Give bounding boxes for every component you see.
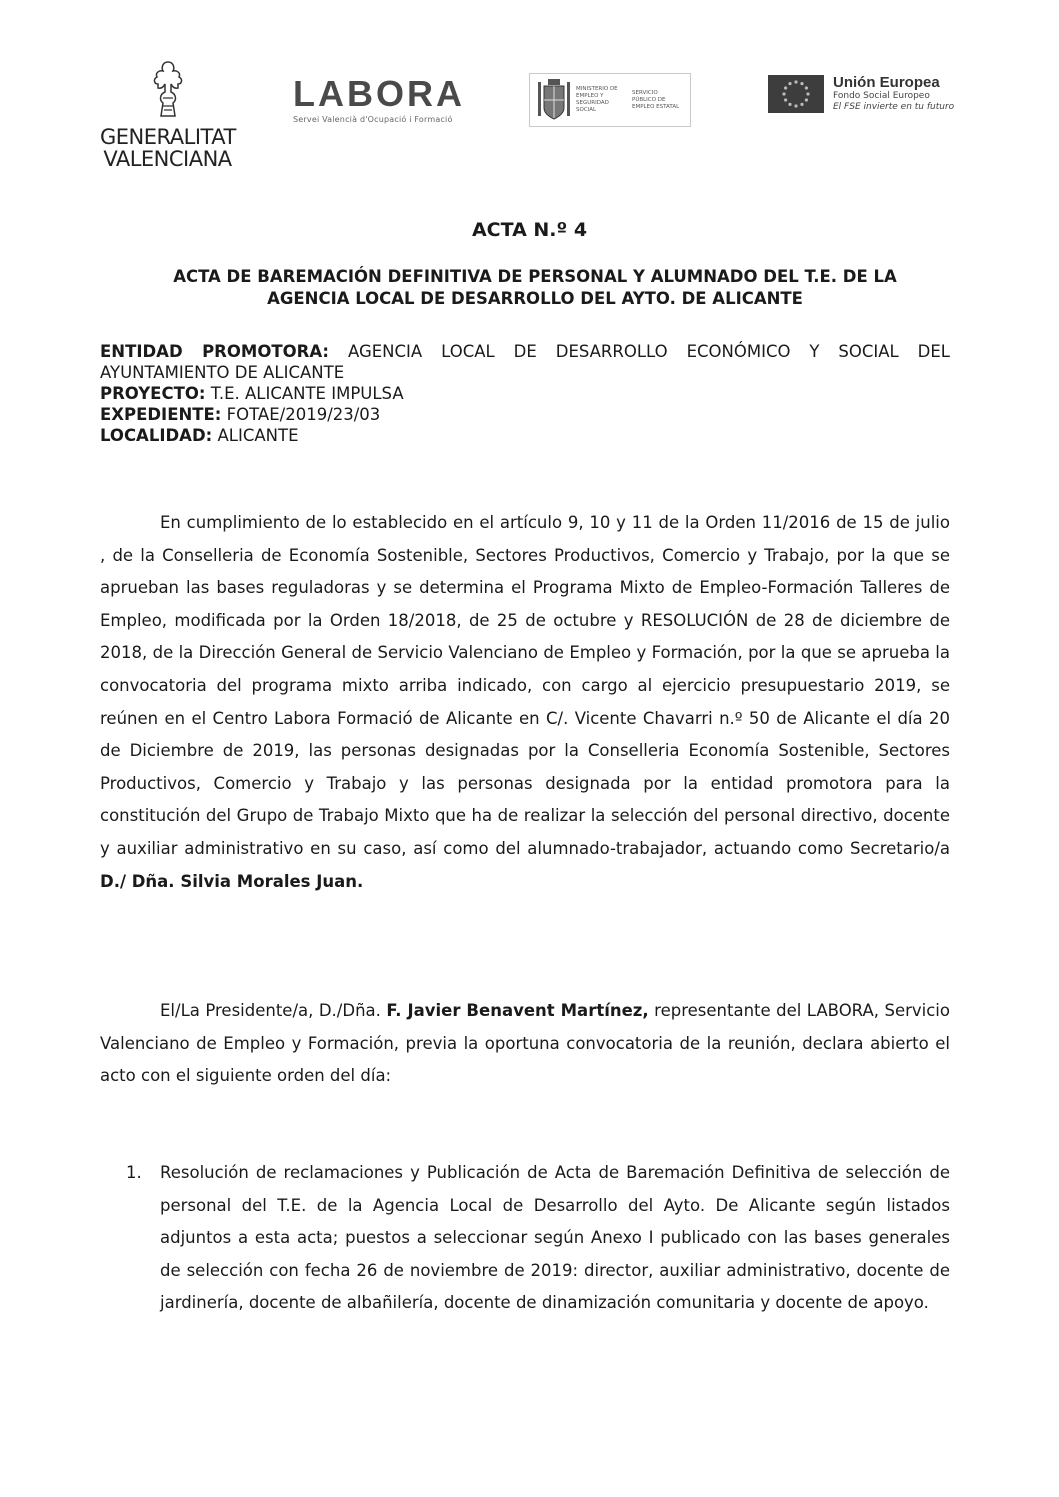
entidad-value-line1: AGENCIA LOCAL DE DESARROLLO ECONÓMICO Y SOCIAL DEL [347,342,950,361]
eu-title: Unión Europea [833,74,940,91]
entidad-value-line2: AYUNTAMIENTO DE ALICANTE [100,363,345,382]
paragraph-presidente [100,995,950,1093]
document-meta [100,341,950,446]
ministry-logo [529,73,691,127]
expediente-value: FOTAE/2019/23/03 [226,405,381,424]
entidad-row [100,341,950,362]
paragraph2-pre: El/La Presidente/a, D./Dña. [160,1001,387,1020]
paragraph-convocatoria [100,507,950,898]
list-item [100,1157,950,1320]
bat-crest-icon [145,58,191,120]
document-subtitle [100,266,970,310]
gv-logo-line1: GENERALITAT [100,125,236,149]
list-item-number: 1. [126,1163,142,1182]
expediente-label: EXPEDIENTE: [100,405,222,424]
localidad-value: ALICANTE [217,426,299,445]
proyecto-row [100,383,950,404]
localidad-label: LOCALIDAD: [100,426,213,445]
eu-motto: El FSE invierte en tu futuro [833,102,955,112]
gv-logo-line2: VALENCIANA [103,147,232,171]
spain-coat-of-arms-icon [536,78,572,122]
labora-subtitle: Servei Valencià d'Ocupació i Formació [293,115,453,124]
eu-fund: Fondo Social Europeo [833,91,930,101]
european-union-logo [768,75,988,113]
generalitat-valenciana-logo [100,58,235,170]
expediente-row [100,404,950,425]
subtitle-line2: AGENCIA LOCAL DE DESARROLLO DEL AYTO. DE ALICANTE [267,289,803,308]
secretary-name: D./ Dña. Silvia Morales Juan. [100,871,364,891]
sepe-text: SERVICIO PÚBLICO DE EMPLEO ESTATAL [632,89,680,110]
paragraph2-post: representante del LABORA, Servicio Valenciano de Empleo y Formación, previa la oportuna convocatoria de la reunión, declara abierto el acto con el siguiente orden del día: [100,1001,950,1086]
list-item-text: Resolución de reclamaciones y Publicación de Acta de Baremación Definitiva de selección de personal del T.E. de la Agencia Local de Desarrollo del Ayto. De Alicante según listados adjuntos a esta acta; puestos a seleccionar según Anexo I publicado con las bases generales de selección con fecha 26 de noviembre de 2019: director, auxiliar administrativo, docente de jardinería, docente de albañilería, docente de dinamización comunitaria y docente de apoyo. [160,1163,950,1313]
agenda-list [100,1157,950,1320]
labora-wordmark: LABORA [293,73,465,114]
labora-logo [293,75,478,124]
president-name: F. Javier Benavent Martínez, [386,1001,649,1020]
localidad-row [100,425,950,446]
eu-flag-icon [768,75,824,113]
proyecto-label: PROYECTO: [100,384,206,403]
ministry-text: MINISTERIO DE EMPLEO Y SEGURIDAD SOCIAL [576,86,618,113]
proyecto-value: T.E. ALICANTE IMPULSA [210,384,404,403]
document-title: ACTA N.º 4 [471,219,588,241]
entidad-label: ENTIDAD PROMOTORA: [100,342,330,361]
subtitle-line1: ACTA DE BAREMACIÓN DEFINITIVA DE PERSONAL Y ALUMNADO DEL T.E. DE LA [173,267,897,286]
paragraph1-text: En cumplimiento de lo establecido en el artículo 9, 10 y 11 de la Orden 11/2016 de 15 de julio , de la Conselleria de Economía Sostenible, Sectores Productivos, Comercio y Trabajo, por la que se aprueban las bases reguladoras y se determina el Programa Mixto de Empleo-Formación Talleres de Empleo, modificada por la Orden 18/2018, de 25 de octubre y RESOLUCIÓN de 28 de diciembre de 2018, de la Dirección General de Servicio Valenciano de Empleo y Formación, por la que se aprueba la convocatoria del programa mixto arriba indicado, con cargo al ejercicio presupuestario 2019, se reúnen en el Centro Labora Formació de Alicante en C/. Vicente Chavarri n.º 50 de Alicante el día 20 de Diciembre de 2019, las personas designadas por la Conselleria Economía Sostenible, Sectores Productivos, Comercio y Trabajo y las personas designada por la entidad promotora para la constitución del Grupo de Trabajo Mixto que ha de realizar la selección del personal directivo, docente y auxiliar administrativo en su caso, así como del alumnado-trabajador, actuando como Secretario/a [100,513,950,858]
